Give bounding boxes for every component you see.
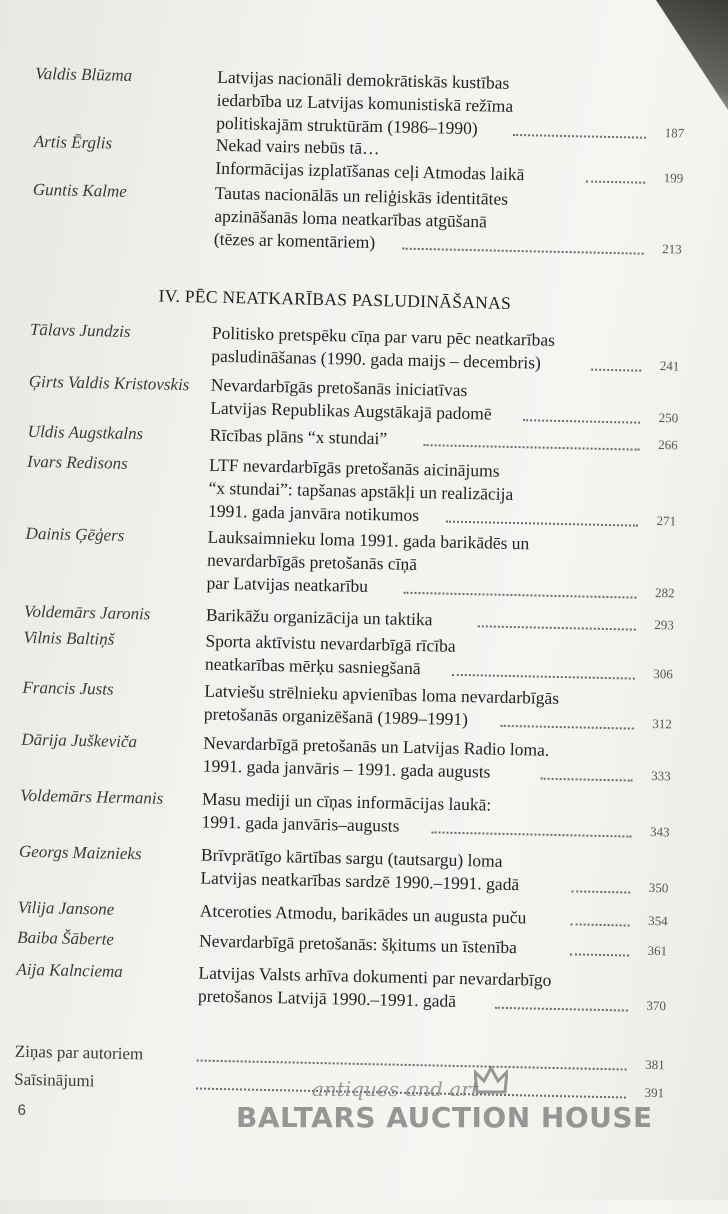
toc-page-number: 306 [653,665,674,682]
toc-page-number: 354 [648,912,668,929]
watermark-subtitle: antiques and art [312,1077,479,1101]
toc-title-line: Brīvprātīgo kārtības sargu (tautsargu) loma [200,844,503,871]
toc-entry [29,318,680,374]
toc-title-line: pretošanos Latvijā 1990.–1991. gadā [197,985,457,1011]
toc-title-line: iedarbība uz Latvijas komunistiskā režīma [216,89,514,116]
toc-page-number: 361 [647,942,668,959]
toc-title-line: Informācijas izplatīšanas ceļi Atmodas laikā [215,157,525,185]
toc-author: Voldemārs Jaronis [23,601,151,624]
toc-entry [35,62,686,141]
toc-title [216,66,637,144]
toc-entry [19,784,670,840]
toc-title [199,930,619,962]
toc-title-line: apzināšanās loma neatkarības atgūšanā [214,205,488,232]
toc-author: Dainis Ģēģers [25,523,125,545]
toc-title-line: 1991. gada janvāris–augusts [201,811,400,836]
toc-author: Valdis Blūzma [35,63,133,85]
toc-author: Ziņas par autoriem [14,1041,144,1064]
toc-title-line: Tautas nacionālās un reliģiskās identitātes [214,182,509,209]
toc-title-line: (tēzes ar komentāriem) [213,228,376,253]
watermark-title: BALTARS AUCTION HOUSE [236,1101,653,1134]
toc-title-line: LTF nevardarbīgās pretošanās aicinājums [208,454,500,481]
toc-author: Tālavs Jundzis [29,319,131,341]
toc-title [200,900,620,932]
toc-title-line: 1991. gada janvāra notikumos [207,500,420,526]
toc-title-line: Masu mediji un cīņas informācijas laukā: [201,788,492,815]
toc-page-number: 381 [645,1056,665,1073]
toc-title-line: Nevardarbīgā pretošanās: šķitums un īstenība [198,930,518,958]
toc-page-number: 293 [654,616,675,633]
toc-page-number: 250 [658,410,679,426]
toc-page-number: 282 [654,585,675,601]
page-number: 6 [17,1101,27,1119]
toc-author: Vilija Jansone [17,897,115,919]
toc-title-line: nevardarbīgās pretošanās cīņā [206,549,418,575]
toc-author: Ģirts Valdis Kristovskis [28,371,190,395]
toc-title [215,134,636,189]
toc-author: Francis Justs [22,677,114,699]
crown-icon [474,1066,508,1096]
toc-title-line: “x stundai”: tapšanas apstākļi un realizācija [208,477,514,505]
dot-leader [197,1058,627,1071]
toc-title-line: Lauksaimnieku loma 1991. gada barikādēs un [207,526,530,554]
toc-author: Guntis Kalme [32,179,128,201]
toc-entry [17,896,668,929]
toc-title-line: Nevardarbīgā pretošanās un Latvijas Radio loma. [203,732,550,760]
toc-title-line: pasludināšanas (1990. gada maijs – decembris) [211,345,542,373]
toc-page-number: 391 [644,1084,665,1101]
toc-page-number: 213 [662,241,682,257]
toc-title-line: Latvijas Valsts arhīva dokumenti par nevardarbīgo [198,962,552,990]
toc-entry [18,840,669,896]
section-heading: IV. PĒC NEATKARĪBAS PASLUDINĀŠANAS [158,285,512,313]
toc-title-line: neatkarības mērķu sasniegšanā [204,653,421,679]
toc-author: Vilnis Baltiņš [23,627,115,649]
toc-page-number: 350 [648,879,669,896]
toc-author: Artis Ērglis [33,131,113,153]
toc-page-number: 343 [649,823,670,840]
toc-title-line: Atceroties Atmodu, barikādes un augusta puču [199,900,527,928]
toc-author: Voldemārs Hermanis [19,785,164,808]
toc-title [208,454,629,532]
toc-page-number: 187 [664,125,685,141]
toc-page-number: 241 [659,358,680,374]
toc-author: Baiba Šāberte [17,927,115,949]
toc-page-number: 271 [656,513,677,529]
toc-title-line: Barikāžu organizācija un taktika [205,604,433,630]
toc-author: Saīsinājumi [14,1069,95,1091]
toc-title [210,424,630,456]
toc-page-number: 312 [652,715,672,732]
toc-title-line: Politisko pretspēku cīņa par varu pēc neatkarības [211,322,556,350]
toc-page-number: 370 [646,997,667,1014]
toc-title-line: Latvijas nacionāli demokrātiskās kustības [217,66,510,93]
toc-entry [14,1040,665,1073]
toc-title-line: Nevardarbīgās pretošanās iniciatīvas [210,374,468,401]
toc-title-line: pretošanās organizēšanā (1989–1991) [203,703,469,730]
toc-title [200,844,621,899]
toc-title-line: Nekad vairs nebūs tā… [215,134,380,159]
toc-page-number: 333 [651,767,671,784]
toc-author: Ivars Redisons [26,451,128,473]
toc-title-line: par Latvijas neatkarību [206,572,369,596]
toc-title-line: Rīcības plāns “x stundai” [209,424,388,449]
toc-title-line: Latvijas Republikas Augstākajā padomē [210,397,492,424]
toc-author: Georgs Maiznieks [18,841,142,864]
toc-title-line: Latviešu strēlnieku apvienības loma nevardarbīgās [204,680,560,709]
toc-author: Uldis Augstkalns [27,421,144,444]
toc-title-line: 1991. gada janvāris – 1991. gada augusts [202,755,491,782]
toc-title-line: Latvijas neatkarības sardzē 1990.–1991. gadā [200,867,520,895]
toc-page-number: 266 [658,437,678,453]
toc-title-line: politiskajām struktūrām (1986–1990) [216,112,478,139]
toc-author: Dārija Juškeviča [21,729,138,752]
toc-title [211,322,632,377]
toc-author: Aija Kalnciema [16,959,123,981]
toc-page-number: 199 [663,170,684,186]
toc-title-line: Sporta aktīvistu nevardarbīgā rīcība [205,630,456,656]
